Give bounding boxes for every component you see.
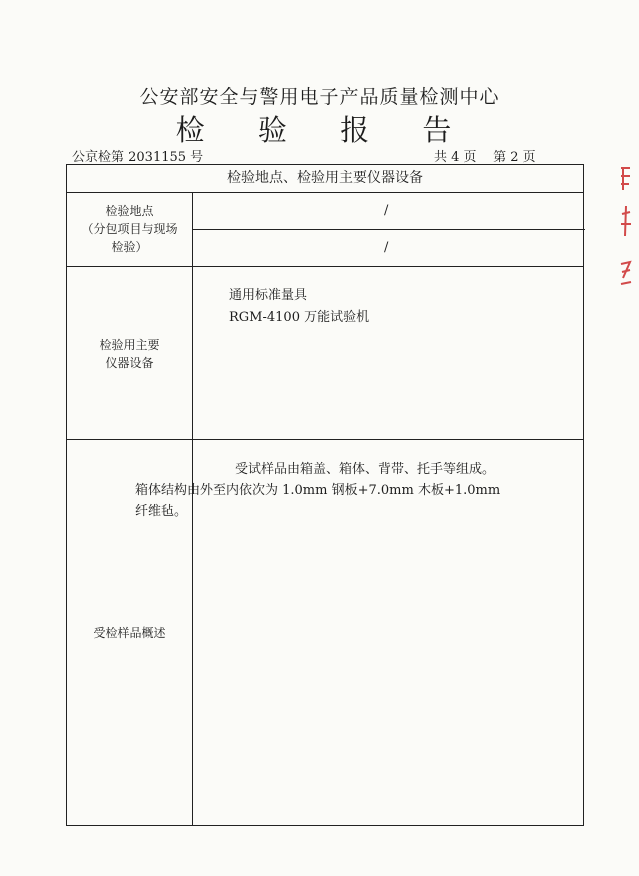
location-label-line3: 检验） [111, 240, 148, 254]
location-value-1: / [384, 203, 389, 218]
location-row-divider [67, 266, 583, 267]
location-value-2: / [384, 240, 389, 255]
location-label [67, 202, 192, 256]
section-title: 检验地点、检验用主要仪器设备 [227, 170, 423, 186]
equipment-label-line2: 仪器设备 [105, 356, 154, 370]
seal-edge-marks [618, 166, 634, 296]
header-divider [67, 192, 583, 193]
equipment-row-divider [67, 439, 583, 440]
sample-label: 受检样品概述 [93, 626, 166, 640]
report-table [66, 164, 584, 826]
equipment-label-line1: 检验用主要 [99, 338, 160, 352]
equipment-label [67, 336, 192, 372]
location-label-line1: 检验地点 [105, 204, 154, 218]
sample-description [135, 459, 587, 522]
current-page: 第 2 页 [493, 150, 536, 165]
organization-name: 公安部安全与警用电子产品质量检测中心 [139, 86, 500, 108]
page-info [434, 146, 536, 165]
equipment-item: RGM-4100 万能试验机 [229, 310, 370, 325]
location-label-line2: （分包项目与现场 [81, 222, 178, 236]
sample-line-1: 受试样品由箱盖、箱体、背带、托手等组成。 [235, 462, 496, 477]
total-pages: 共 4 页 [434, 150, 477, 165]
sample-line-3: 纤维毡。 [135, 504, 188, 519]
equipment-item: 通用标准量具 [229, 288, 308, 303]
sample-line-2: 箱体结构由外至内依次为 1.0mm 钢板+7.0mm 木板+1.0mm [135, 483, 501, 498]
report-title: 检 验 报 告 [175, 113, 474, 147]
location-inner-divider [192, 229, 585, 230]
report-number: 公京检第 2031155 号 [72, 150, 204, 165]
